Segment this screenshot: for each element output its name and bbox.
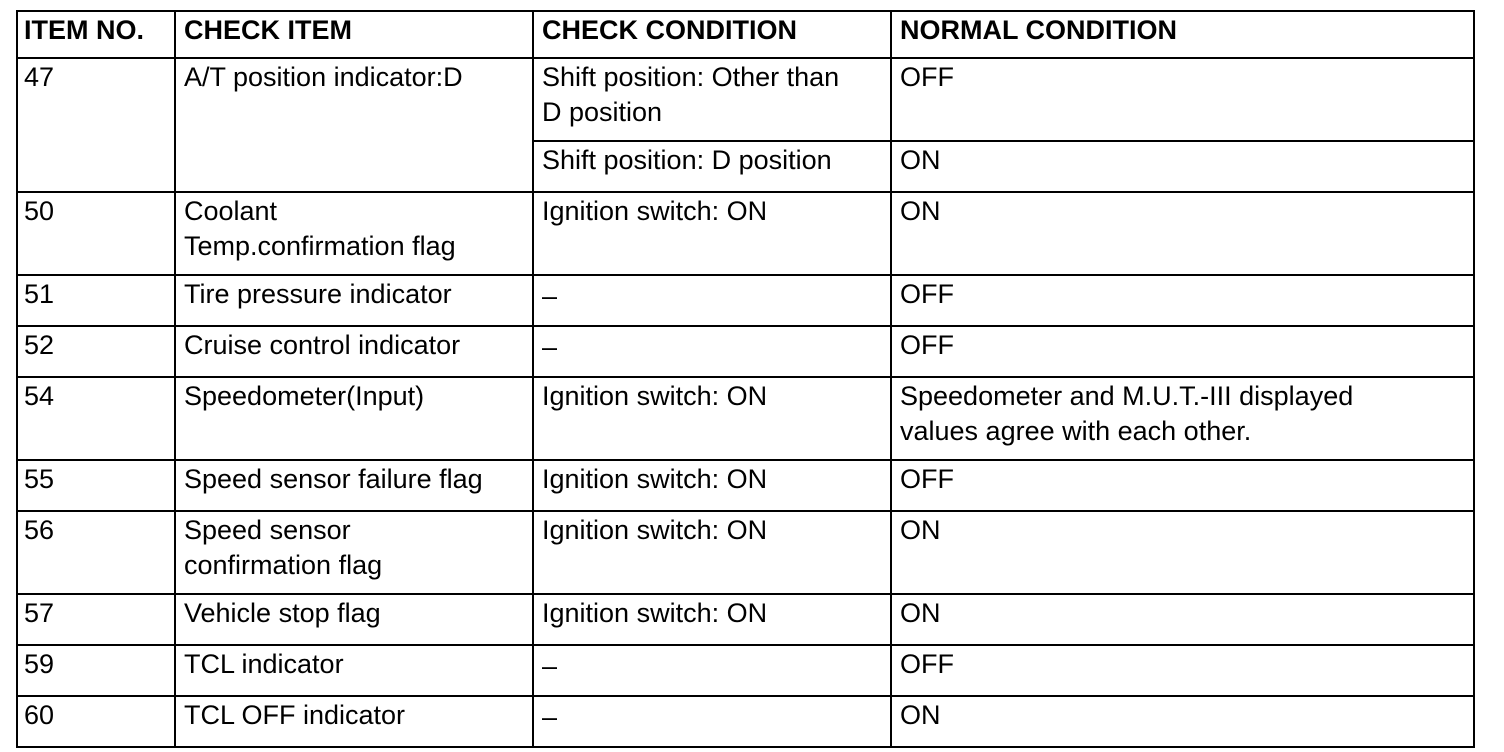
normal-condition-cell: OFF — [891, 275, 1474, 326]
check-condition-cell — [533, 696, 891, 747]
normal-condition-cell: ON — [891, 141, 1474, 192]
check-condition-cell: Ignition switch: ON — [533, 377, 891, 460]
table-row — [17, 192, 1474, 275]
check-item-line: Temp.confirmation flag — [184, 231, 456, 261]
normal-condition-cell: OFF — [891, 326, 1474, 377]
check-item-cell: Speed sensor failure flag — [175, 460, 533, 511]
inspection-table — [16, 10, 1475, 748]
check-item-cell: Cruise control indicator — [175, 326, 533, 377]
check-item-line: confirmation flag — [184, 550, 383, 580]
check-condition-cell — [533, 326, 891, 377]
header-check-item: CHECK ITEM — [175, 11, 533, 58]
check-condition-cell: Ignition switch: ON — [533, 192, 891, 275]
check-condition-cell — [533, 275, 891, 326]
check-item-cell: Speedometer(Input) — [175, 377, 533, 460]
check-condition-cell: Ignition switch: ON — [533, 594, 891, 645]
normal-condition-cell: ON — [891, 192, 1474, 275]
check-item-cell: A/T position indicator:D — [175, 58, 533, 192]
check-item-line: Speed sensor — [184, 515, 351, 545]
item-no-cell: 60 — [17, 696, 175, 747]
check-condition-line: D position — [542, 97, 663, 127]
item-no-cell: 55 — [17, 460, 175, 511]
table-row — [17, 326, 1474, 377]
header-normal-condition: NORMAL CONDITION — [891, 11, 1474, 58]
normal-condition-line: values agree with each other. — [900, 416, 1252, 446]
not-applicable-dash: – — [542, 281, 558, 311]
check-condition-cell: Ignition switch: ON — [533, 460, 891, 511]
table-row — [17, 696, 1474, 747]
normal-condition-cell: ON — [891, 594, 1474, 645]
check-item-cell — [175, 511, 533, 594]
item-no-cell: 59 — [17, 645, 175, 696]
normal-condition-cell: ON — [891, 696, 1474, 747]
check-item-cell: Vehicle stop flag — [175, 594, 533, 645]
normal-condition-cell: ON — [891, 511, 1474, 594]
inspection-table-container — [16, 10, 1475, 748]
table-row — [17, 377, 1474, 460]
check-item-cell: TCL OFF indicator — [175, 696, 533, 747]
item-no-cell: 51 — [17, 275, 175, 326]
not-applicable-dash: – — [542, 651, 558, 681]
table-row — [17, 594, 1474, 645]
header-item-no: ITEM NO. — [17, 11, 175, 58]
check-condition-cell — [533, 58, 891, 141]
check-condition-cell: Shift position: D position — [533, 141, 891, 192]
check-item-cell: TCL indicator — [175, 645, 533, 696]
table-row — [17, 275, 1474, 326]
item-no-cell: 57 — [17, 594, 175, 645]
check-condition-cell: Ignition switch: ON — [533, 511, 891, 594]
table-row — [17, 58, 1474, 141]
normal-condition-cell: OFF — [891, 645, 1474, 696]
check-item-line: Coolant — [184, 196, 278, 226]
not-applicable-dash: – — [542, 332, 558, 362]
normal-condition-cell — [891, 377, 1474, 460]
header-row — [17, 11, 1474, 58]
item-no-cell: 54 — [17, 377, 175, 460]
check-condition-line: Shift position: Other than — [542, 62, 840, 92]
table-row — [17, 511, 1474, 594]
item-no-cell: 47 — [17, 58, 175, 192]
header-check-condition: CHECK CONDITION — [533, 11, 891, 58]
item-no-cell: 52 — [17, 326, 175, 377]
check-condition-cell — [533, 645, 891, 696]
check-item-cell: Tire pressure indicator — [175, 275, 533, 326]
normal-condition-cell: OFF — [891, 58, 1474, 141]
table-row — [17, 460, 1474, 511]
not-applicable-dash: – — [542, 702, 558, 732]
normal-condition-cell: OFF — [891, 460, 1474, 511]
item-no-cell: 56 — [17, 511, 175, 594]
check-item-cell — [175, 192, 533, 275]
item-no-cell: 50 — [17, 192, 175, 275]
table-row — [17, 645, 1474, 696]
normal-condition-line: Speedometer and M.U.T.-III displayed — [900, 381, 1354, 411]
